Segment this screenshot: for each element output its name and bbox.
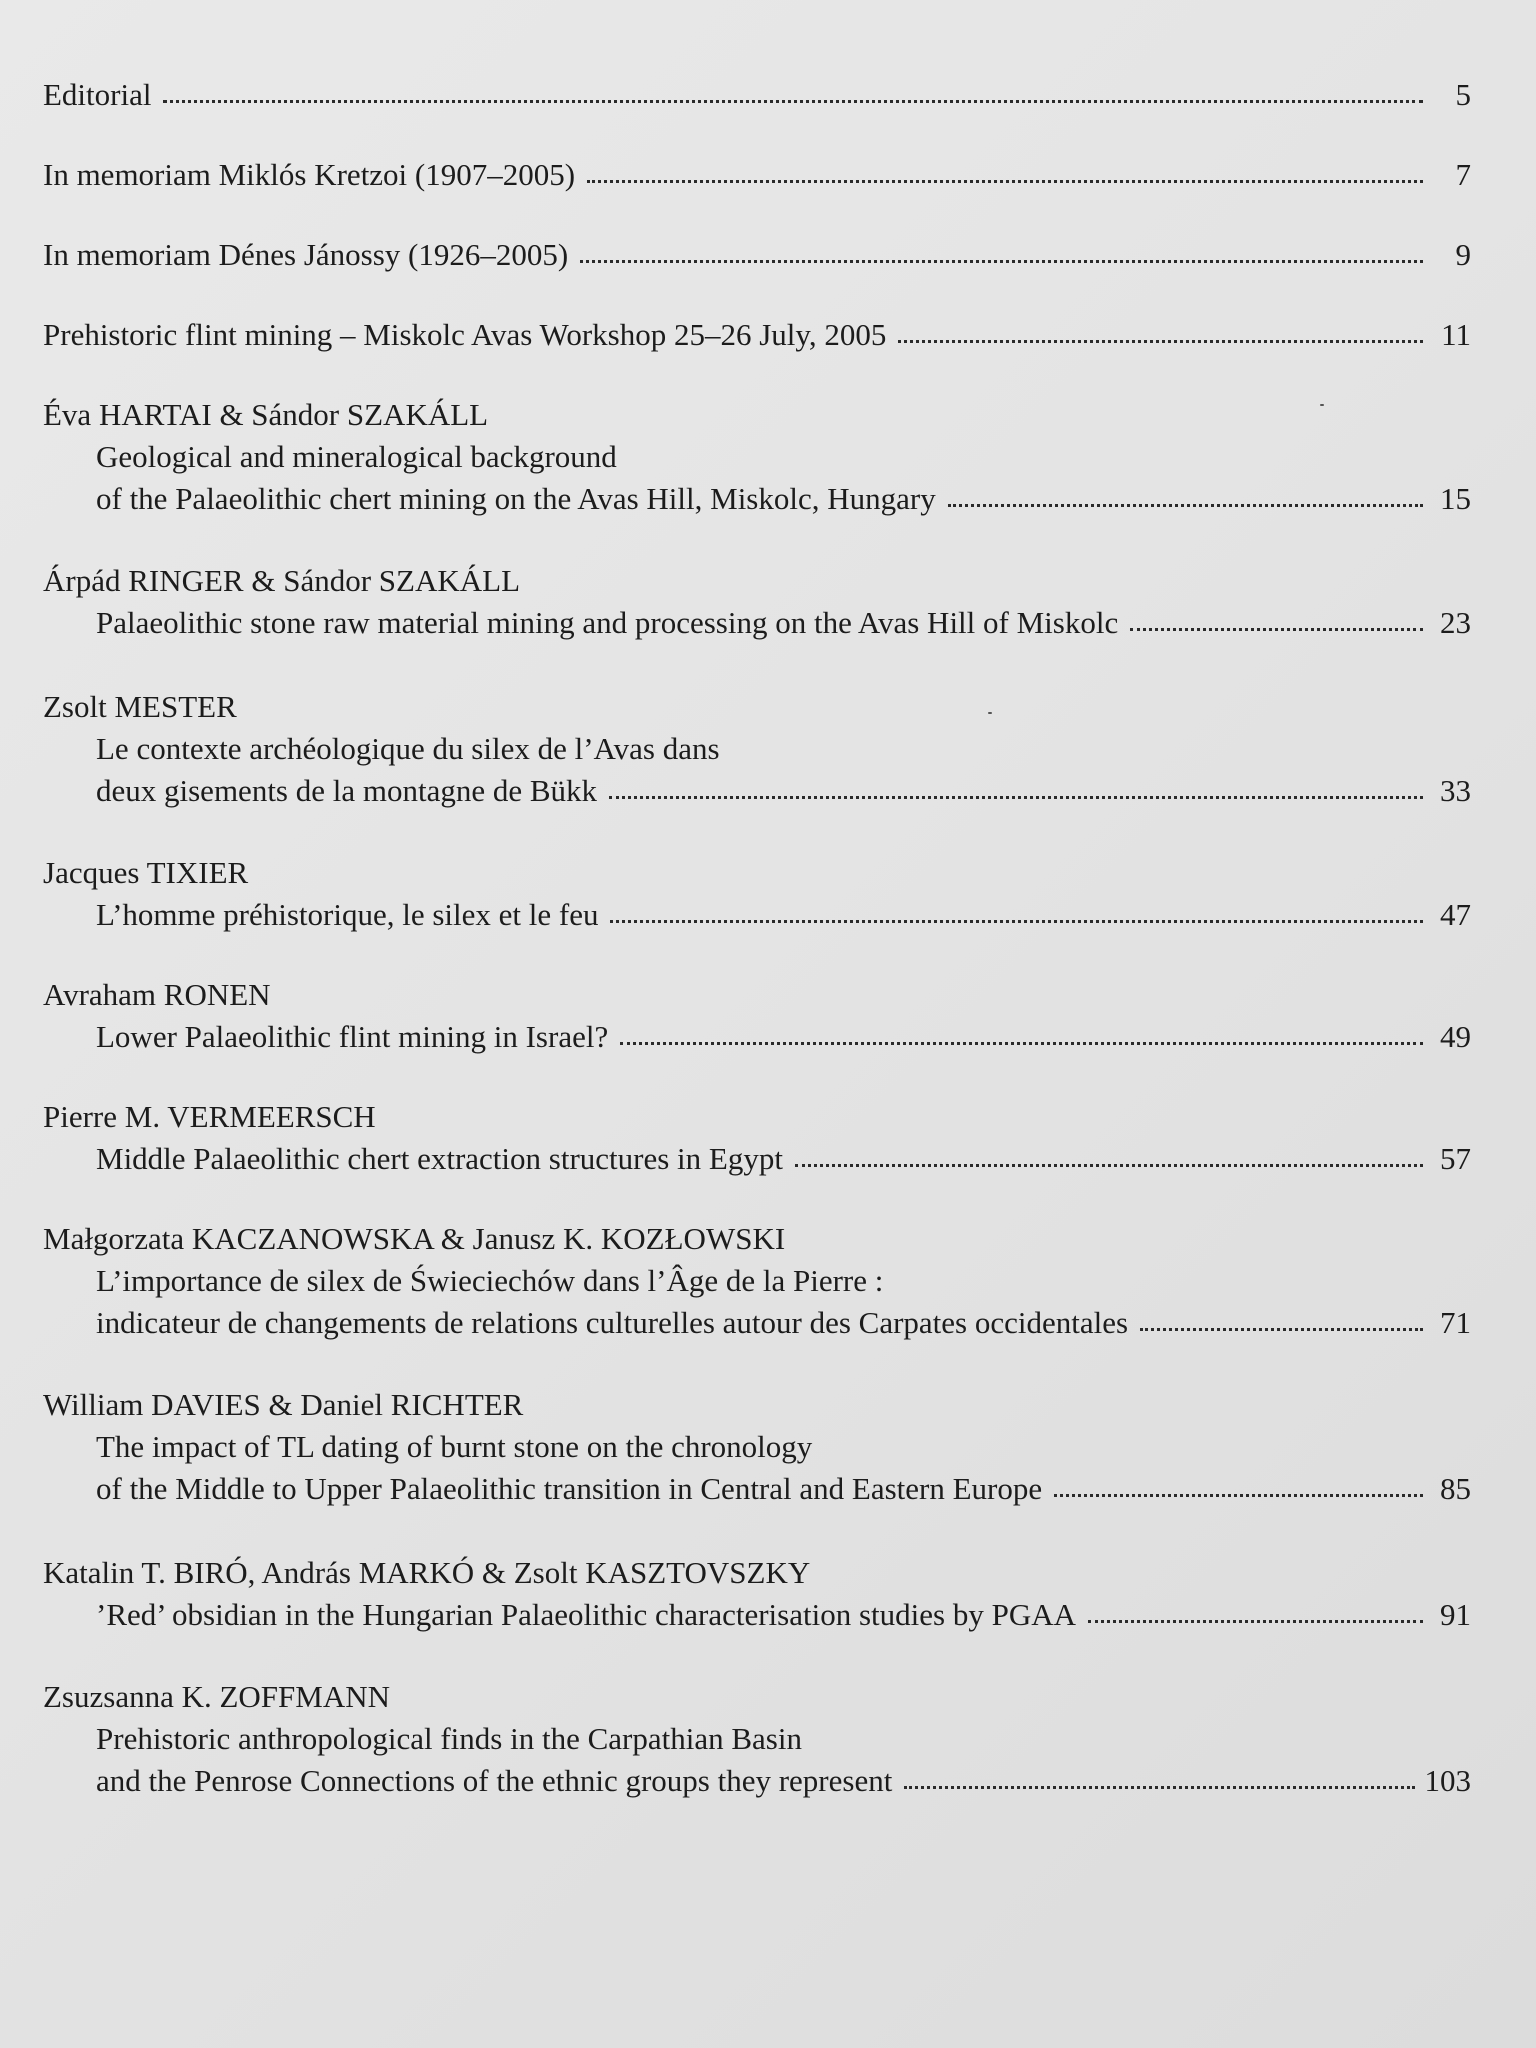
entry-title-line: indicateur de changements de relations culturelles autour des Carpates occidentales [96, 1305, 1129, 1340]
toc-entry-editorial [43, 74, 1471, 116]
entry-authors: Małgorzata KACZANOWSKA & Janusz K. KOZŁOWSKI [43, 1221, 786, 1256]
toc-entry-ronen [43, 974, 1471, 1058]
dot-leader [1088, 1620, 1423, 1623]
entry-authors: Éva HARTAI & Sándor SZAKÁLL [43, 397, 489, 432]
toc-line [43, 314, 1471, 356]
entry-title-line: Le contexte archéologique du silex de l’Avas dans [96, 731, 720, 766]
dot-leader [1130, 628, 1423, 631]
dot-leader [587, 180, 1423, 183]
dot-leader [620, 1042, 1423, 1045]
dot-leader [580, 260, 1423, 263]
entry-authors: Zsuzsanna K. ZOFFMANN [43, 1679, 391, 1714]
page-number: 5 [1455, 77, 1471, 112]
toc-entry-zoffmann [43, 1676, 1471, 1802]
toc-line [43, 1594, 1471, 1636]
dot-leader [948, 504, 1423, 507]
entry-title: In memoriam Dénes Jánossy (1926–2005) [43, 237, 569, 272]
page-number: 103 [1424, 1763, 1471, 1798]
page-number: 91 [1440, 1597, 1471, 1632]
dot-leader [609, 796, 1423, 799]
toc-entry-hartai [43, 394, 1471, 520]
page-number: 33 [1440, 773, 1471, 808]
entry-authors: Avraham RONEN [43, 977, 271, 1012]
entry-title-line: ’Red’ obsidian in the Hungarian Palaeolithic characterisation studies by PGAA [96, 1597, 1076, 1632]
toc-line [43, 234, 1471, 276]
toc-line [43, 894, 1471, 936]
toc-line [43, 1760, 1471, 1802]
toc-line [43, 478, 1471, 520]
page-number: 49 [1440, 1019, 1471, 1054]
page-number: 7 [1455, 157, 1471, 192]
paper-speck [1320, 404, 1324, 406]
toc-line [43, 1468, 1471, 1510]
toc-line [43, 770, 1471, 812]
toc-entry-kaczanowska [43, 1218, 1471, 1344]
dot-leader [795, 1164, 1423, 1167]
entry-title-line: L’importance de silex de Świeciechów dans l’Âge de la Pierre : [96, 1263, 884, 1298]
entry-authors: Pierre M. VERMEERSCH [43, 1099, 376, 1134]
entry-title-line: deux gisements de la montagne de Bükk [96, 773, 598, 808]
page-number: 9 [1455, 237, 1471, 272]
toc-line [43, 154, 1471, 196]
page-number: 71 [1440, 1305, 1471, 1340]
page-number: 11 [1441, 317, 1471, 352]
toc-entry-vermeersch [43, 1096, 1471, 1180]
entry-authors: William DAVIES & Daniel RICHTER [43, 1387, 524, 1422]
entry-title-line: of the Middle to Upper Palaeolithic transition in Central and Eastern Europe [96, 1471, 1043, 1506]
entry-title-line: and the Penrose Connections of the ethnic groups they represent [96, 1763, 893, 1798]
dot-leader [898, 340, 1423, 343]
entry-title-line: Geological and mineralogical background [96, 439, 617, 474]
toc-entry-memoriam-kretzoi [43, 154, 1471, 196]
toc-entry-workshop [43, 314, 1471, 356]
dot-leader [163, 100, 1423, 103]
dot-leader [610, 920, 1423, 923]
entry-title-line: L’homme préhistorique, le silex et le feu [96, 897, 599, 932]
page-number: 23 [1440, 605, 1471, 640]
entry-authors: Katalin T. BIRÓ, András MARKÓ & Zsolt KASZTOVSZKY [43, 1555, 811, 1590]
toc-entry-davies [43, 1384, 1471, 1510]
toc-line [43, 1302, 1471, 1344]
entry-title: In memoriam Miklós Kretzoi (1907–2005) [43, 157, 576, 192]
toc-entry-memoriam-janossy [43, 234, 1471, 276]
dot-leader [1054, 1494, 1423, 1497]
entry-authors: Zsolt MESTER [43, 689, 237, 724]
entry-authors: Jacques TIXIER [43, 855, 249, 890]
entry-title-line: Middle Palaeolithic chert extraction structures in Egypt [96, 1141, 783, 1176]
paper-speck [988, 712, 992, 714]
toc-entry-mester [43, 686, 1471, 812]
entry-title-line: of the Palaeolithic chert mining on the Avas Hill, Miskolc, Hungary [96, 481, 936, 516]
page-number: 15 [1440, 481, 1471, 516]
toc-entry-ringer [43, 560, 1471, 644]
dot-leader [904, 1786, 1414, 1789]
toc-line [43, 1138, 1471, 1180]
toc-entry-tixier [43, 852, 1471, 936]
page-number: 85 [1440, 1471, 1471, 1506]
entry-title: Editorial [43, 77, 152, 112]
entry-title-line: Prehistoric anthropological finds in the Carpathian Basin [96, 1721, 802, 1756]
toc-line [43, 1016, 1471, 1058]
entry-title-line: Lower Palaeolithic flint mining in Israel? [96, 1019, 609, 1054]
entry-title: Prehistoric flint mining – Miskolc Avas Workshop 25–26 July, 2005 [43, 317, 887, 352]
toc-entry-biro [43, 1552, 1471, 1636]
dot-leader [1140, 1328, 1423, 1331]
toc-line [43, 74, 1471, 116]
toc-line [43, 602, 1471, 644]
page-number: 57 [1440, 1141, 1471, 1176]
entry-title-line: The impact of TL dating of burnt stone on the chronology [96, 1429, 813, 1464]
entry-title-line: Palaeolithic stone raw material mining and processing on the Avas Hill of Miskolc [96, 605, 1119, 640]
page-number: 47 [1440, 897, 1471, 932]
entry-authors: Árpád RINGER & Sándor SZAKÁLL [43, 563, 521, 598]
